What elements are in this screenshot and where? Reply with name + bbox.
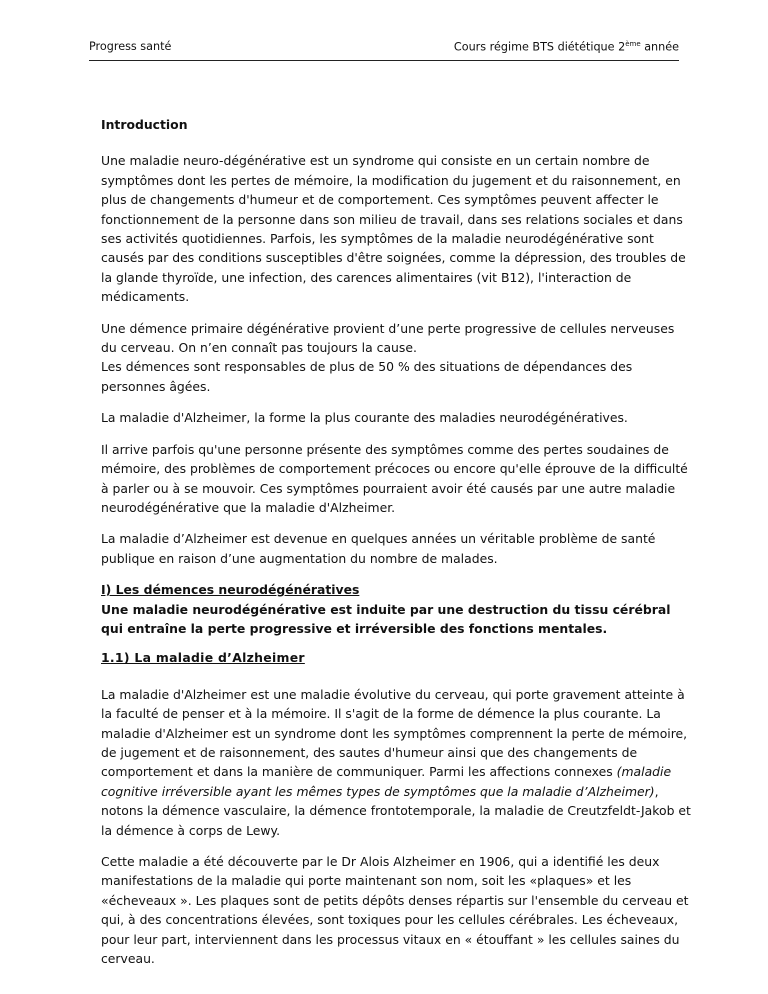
header-left-text: Progress santé [89,40,172,53]
intro-paragraph-3: La maladie d'Alzheimer, la forme la plus courante des maladies neurodégénératives. [101,410,628,426]
header-course-title: Cours régime BTS diététique 2 [453,40,626,54]
intro-paragraph-2a: Une démence primaire dégénérative provient d’une perte progressive de cellules nerveuses du cerveau. On n’en connaît pas toujours la cause. [101,320,675,356]
section-1-1-paragraph-1 [101,685,691,840]
intro-paragraph-4: Il arrive parfois qu'une personne présente des symptômes comme des pertes soudaines de mémoire, des problèmes de comportement précoces ou encore qu'elle éprouve de la difficulté à parler ou à se mouvoir. Ces symptômes pourraient avoir été causés par une autre maladie neurodégénérative que la maladie d'Alzheimer. [101,441,688,515]
header-year: année [640,40,679,54]
header-superscript: ème [625,40,641,48]
intro-paragraph-2 [101,319,691,397]
document-body [101,115,691,980]
section-1-1-p1-italic: (maladie cognitive irréversible ayant les mêmes types de symptômes que la maladie d’Alzheimer) [101,764,672,799]
header-right-text [454,40,679,54]
intro-paragraph-5: La maladie d’Alzheimer est devenue en quelques années un véritable problème de santé publique en raison d’une augmentation du nombre de malades. [101,531,656,566]
section-1-1-heading: 1.1) La maladie d’Alzheimer [101,650,305,666]
intro-heading: Introduction [101,117,188,132]
intro-paragraph-1: Une maladie neuro-dégénérative est un syndrome qui consiste en un certain nombre de symptômes dont les pertes de mémoire, la modification du jugement et du raisonnement, en plus de changements d'humeur et de comportement. Ces symptômes peuvent affecter le fonctionnement de la personne dans son milieu de travail, dans ses relations sociales et dans ses activités quotidiennes. Parfois, les symptômes de la maladie neurodégénérative sont causés par des conditions susceptibles d'être soignées, comme la dépression, des troubles de la glande thyroïde, une infection, des carences alimentaires (vit B12), l'interaction de médicaments. [101,153,686,305]
section-1-lead: Une maladie neurodégénérative est induite par une destruction du tissu cérébral qui entraîne la perte progressive et irréversible des fonctions mentales. [101,601,671,636]
page-header [89,36,679,61]
section-1-1-p1-text: La maladie d'Alzheimer est une maladie évolutive du cerveau, qui porte gravement atteinte à la faculté de penser et à la mémoire. Il s'agit de la forme de démence la plus courante. La maladie d'Alzheimer est un syndrome dont les symptômes comprennent la perte de mémoire, de jugement et de raisonnement, des sautes d'humeur ainsi que des changements de comportement et dans la manière de communiquer. Parmi les affections connexes [101,686,688,780]
section-1-block [101,580,691,638]
section-1-1-p1-end: , notons la démence vasculaire, la démence frontotemporale, la maladie de Creutzfeldt-Jakob et la démence à corps de Lewy. [101,783,691,838]
section-1-heading: I) Les démences neurodégénératives [101,582,360,598]
section-1-1-paragraph-2: Cette maladie a été découverte par le Dr Alois Alzheimer en 1906, qui a identifié les deux manifestations de la maladie qui porte maintenant son nom, soit les «plaques» et les «écheveaux ». Les plaques sont de petits dépôts denses répartis sur l'ensemble du cerveau et qui, à des concentrations élevées, sont toxiques pour les cellules cérébrales. Les écheveaux, pour leur part, interviennent dans les processus vitaux en « étouffant » les cellules saines du cerveau. [101,854,689,967]
intro-paragraph-2b: Les démences sont responsables de plus de 50 % des situations de dépendances des personnes âgées. [101,359,633,394]
